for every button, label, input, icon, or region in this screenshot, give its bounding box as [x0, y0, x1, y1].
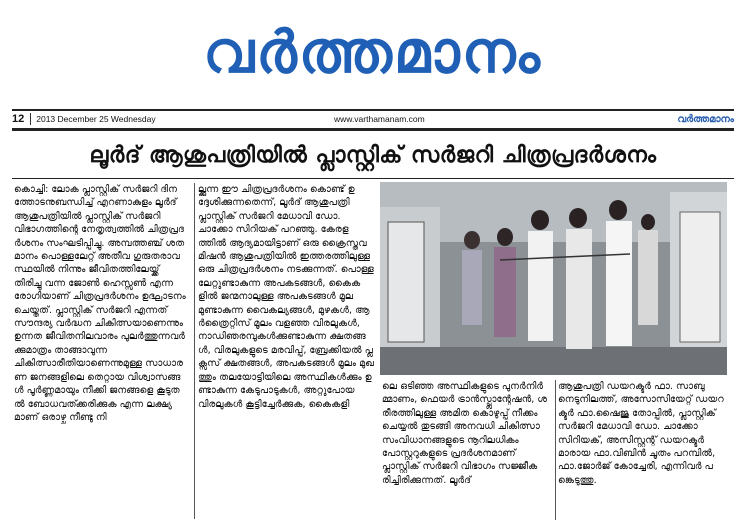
article-column-1 — [14, 183, 190, 519]
column-divider-2 — [555, 380, 556, 520]
headline-rule — [12, 178, 734, 179]
site-url: www.varthamanam.com — [334, 114, 425, 124]
page-number: 12 — [12, 113, 25, 125]
article-column-3 — [382, 380, 552, 520]
article-headline: ലൂർദ് ആശുപത്രിയിൽ പ്ലാസ്റ്റിക് സർജറി ചിത്രപ്രദർശനം — [89, 142, 657, 168]
column-1-text: കൊച്ചി: ലോക പ്ലാസ്റ്റിക് സർജറി ദിനത്തോടനുബന്ധിച്ച് എറണാകുളം ലൂർദ് ആശുപത്രിയിൽ പ്ലാസ്റ്റിക് സർജറി വിഭാഗത്തിന്റെ നേതൃത്വത്തിൽ ചിത്രപ്രദർശനം സംഘടിപ്പിച്ചു. അമ്പത്തഞ്ച് ശതമാനം പൊള്ളലേറ്റ് അതീവ ഗുരുതരാവസ്ഥയിൽ നിന്നും ജീവിതത്തിലേയ്ക്ക് തിരിച്ചു വന്ന ജോൺ ഹെസ്സൺ എന്ന രോഗിയാണ് ചിത്രപ്രദർശനം ഉദ്ഘാടനം ചെയ്തത്. പ്ലാസ്റ്റിക് സർജറി എന്നത് സൗന്ദര്യ വർദ്ധന ചികിത്സയാണെന്നും ഉന്നത ജീവിതനിലവാരം പുലർത്തുന്നവർക്കുമാത്രം താങ്ങാവുന്ന ചികിത്സാരീതിയാണെന്നുമുള്ള സാധാരണ ജനങ്ങളിലെ തെറ്റായ വിശ്വാസങ്ങൾ പൂർണ്ണമായും നീക്കി ജനങ്ങളെ കൂടുതൽ ബോധവത്ക്കരിക്കുക എന്ന ലക്ഷ്യമാണ് ഒരാഴ്ച നീണ്ടു നി — [14, 184, 186, 423]
event-photo — [380, 182, 727, 375]
brand-mark: വർത്തമാനം — [677, 113, 734, 125]
masthead — [0, 0, 745, 104]
column-3-text: ലെ ഒടിഞ്ഞ അസ്ഥികളുടെ പുനർനിർമ്മാണം, ഫെയർ ട്രാൻസ്പ്ലാന്റേഷൻ, ശരീരത്തിലുള്ള അമിത കൊഴുപ്പ് നീക്കം ചെയ്യൽ തുടങ്ങി അനവധി ചികിത്സാ സംവിധാനങ്ങളുടെ നൂറിലധികം പോസ്റ്ററുകളുടെ പ്രദർശനമാണ് പ്ലാസ്റ്റിക് സർജറി വിഭാഗം സജ്ജീകരിച്ചിരിക്കുന്നത്. ലൂർദ് — [382, 381, 548, 486]
column-divider — [194, 183, 195, 519]
column-2-text: ല്ക്കുന്ന ഈ ചിത്രപ്രദർശനം കൊണ്ട് ഉദ്ദേശിക്കുന്നതെന്ന്, ലൂർദ് ആശുപത്രി പ്ലാസ്റ്റിക് സർജറി മേധാവി ഡോ. ചാക്കോ സിറിയക് പറഞ്ഞു. കേരളത്തിൽ ആദ്യമായിട്ടാണ് ഒരു ക്രൈസ്തവ മിഷൻ ആശുപത്രിയിൽ ഇത്തരത്തിലുള്ള ഒരു ചിത്രപ്രദർശനം നടക്കുന്നത്. പൊള്ളലേറ്റുണ്ടാകുന്ന അപകടങ്ങൾ, കൈകളിൽ ജന്മനാലുള്ള അപകടങ്ങൾ മൂലമുണ്ടാകുന്ന വൈകല്യങ്ങൾ, മുഴകൾ, ആർത്രൈറ്റിസ് മൂലം വളഞ്ഞ വിരലുകൾ, നാഡിഞരമ്പുകൾക്കുണ്ടാകുന്ന ക്ഷതങ്ങൾ, വിരലുകളുടെ മരവിപ്പ്, ബ്രേക്കിയൽ പ്ലക്സസ് ക്ഷതങ്ങൾ, അപകടങ്ങൾ മൂലം മുഖത്തും തലയോട്ടിയിലെ അസ്ഥികൾക്കും ഉണ്ടാകുന്ന കേടുപാടുകൾ, അറ്റുപോയ വിരലുകൾ കൂട്ടിച്ചേർക്കുക, കൈകളി — [198, 184, 374, 410]
article-column-2 — [198, 183, 374, 519]
article-column-4 — [558, 380, 730, 520]
separator — [30, 113, 31, 125]
mid-rule — [12, 128, 734, 131]
issue-date: 2013 December 25 Wednesday — [36, 114, 156, 124]
masthead-title: വർത്തമാനം — [203, 17, 542, 86]
page-info-bar — [12, 111, 734, 127]
column-4-text: ആശുപത്രി ഡയറക്ടർ ഫാ. സാബു നെടുനിലത്ത്, അസോസിയേറ്റ് ഡയറക്ടർ ഫാ.ഷൈജു തോപ്പിൽ, പ്ലാസ്റ്റിക് സർജറി മേധാവി ഡോ. ചാക്കോ സിറിയക്, അസിസ്റ്റന്റ് ഡയറക്ടർമാരായ ഫാ.വിബിൻ ചൂതം പറമ്പിൽ, ഫാ.ജോർജ് കോച്ചേരി, എന്നിവർ പങ്കെടുത്തു. — [558, 381, 724, 486]
